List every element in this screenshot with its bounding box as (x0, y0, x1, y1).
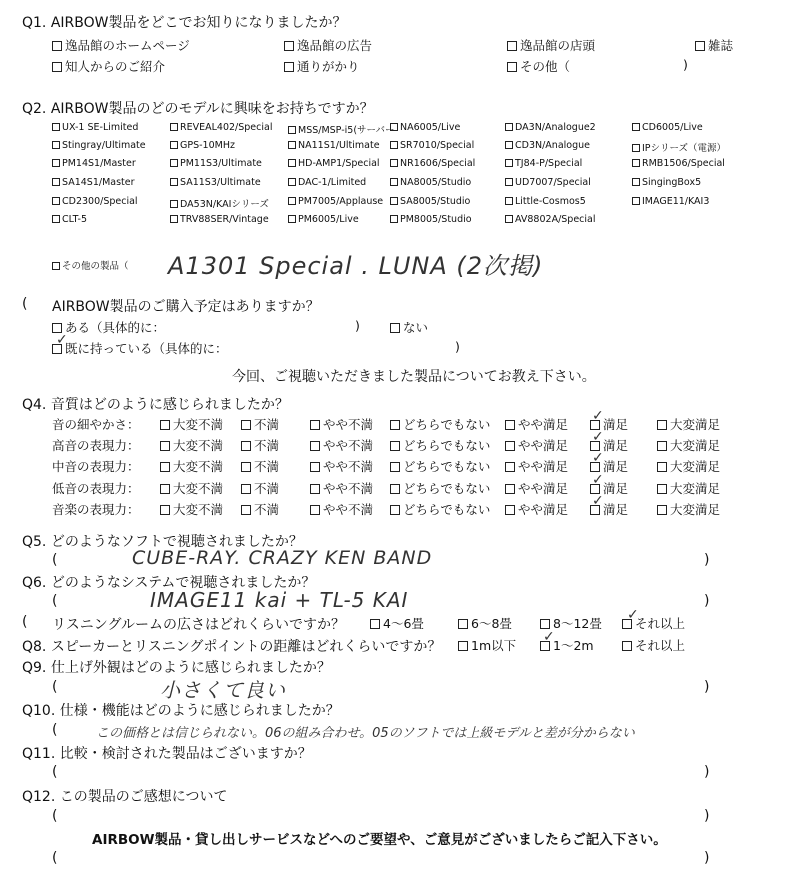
checkbox[interactable] (160, 441, 170, 451)
q2-model-option[interactable] (390, 158, 475, 169)
checkbox[interactable] (170, 200, 178, 208)
q2-model-option[interactable] (52, 177, 135, 188)
checkbox[interactable] (241, 441, 251, 451)
checkbox[interactable] (390, 159, 398, 167)
q2-model-option[interactable] (505, 140, 590, 151)
checkbox[interactable] (390, 178, 398, 186)
checkbox[interactable] (505, 441, 515, 451)
q2-model-label: TJ84-P/Special (515, 158, 583, 169)
q4-rating-label: どちらでもない (403, 481, 491, 496)
q4-row-label: 中音の表現力： (52, 459, 140, 474)
q8-option-under-1m[interactable]: 1m以下 (458, 636, 516, 654)
q8-option-more[interactable]: それ以上 (622, 636, 685, 654)
checkbox[interactable] (505, 197, 513, 205)
q4-rating-label: どちらでもない (403, 417, 491, 432)
q2-model-option[interactable] (288, 196, 383, 207)
q5-close: ) (704, 552, 710, 568)
q4-rating-option[interactable] (160, 415, 223, 433)
q9-close: ) (704, 679, 710, 695)
q1-option-friend[interactable]: 知人からのご紹介 (52, 57, 165, 75)
q2-model-label: IMAGE11/KAI3 (642, 196, 710, 207)
q2-model-option[interactable] (505, 122, 596, 133)
q2-model-option[interactable] (288, 140, 380, 151)
q2-model-label: NA6005/Live (400, 122, 461, 133)
checkbox[interactable] (241, 505, 251, 515)
q7-title: リスニングルームの広さはどれくらいですか？ (52, 617, 346, 633)
q4-rating-label: やや不満 (323, 502, 374, 517)
checkbox[interactable] (288, 141, 296, 149)
q2-model-label: GPS-10MHz (180, 140, 235, 151)
q4-rating-option[interactable] (390, 457, 490, 475)
q4-rating-label: どちらでもない (403, 438, 491, 453)
q6-close: ) (704, 593, 710, 609)
checkbox[interactable] (170, 123, 178, 131)
q4-row-label: 音楽の表現力： (52, 502, 140, 517)
checkbox[interactable] (505, 178, 513, 186)
q3-owned-check-mark: ✓ (56, 332, 68, 348)
q2-option-other[interactable]: その他の製品（ (52, 258, 129, 272)
q4-rating-label: どちらでもない (403, 459, 491, 474)
request-text: AIRBOW製品・貸し出しサービスなどへのご要望や、ご意見がございましたらご記入下さい。 (92, 832, 667, 848)
final-open: ( (52, 850, 58, 866)
q4-rating-label: 不満 (254, 459, 280, 474)
q2-model-option[interactable] (288, 177, 366, 188)
q4-rating-label: 満足 (603, 481, 629, 496)
q4-rating-label: 不満 (254, 438, 280, 453)
q4-row-label: 低音の表現力： (52, 481, 140, 496)
q1-option-homepage[interactable]: 逸品館のホームページ (52, 36, 190, 54)
q2-model-label: SA11S3/Ultimate (180, 177, 261, 188)
q3-number: ( (22, 296, 28, 312)
final-close: ) (704, 850, 710, 866)
q4-rating-label: やや満足 (518, 417, 569, 432)
q4-rating-label: やや不満 (323, 459, 374, 474)
q4-rating-label: やや満足 (518, 438, 569, 453)
checkbox[interactable] (390, 441, 400, 451)
q7-number: ( (22, 614, 28, 630)
checkbox[interactable] (505, 141, 513, 149)
q4-rating-option[interactable] (310, 415, 373, 433)
q10-open: ( (52, 722, 58, 738)
checkbox[interactable] (160, 462, 170, 472)
q1-other-close: ) (683, 57, 688, 72)
q6-title: Q6. どのようなシステムで視聴されましたか？ (22, 575, 316, 591)
q7-option-more[interactable]: それ以上 (622, 614, 685, 632)
q4-rating-label: 不満 (254, 481, 280, 496)
q4-rating-option[interactable] (241, 479, 279, 497)
q4-rating-option[interactable] (310, 500, 373, 518)
q6-open: ( (52, 593, 58, 609)
checkbox[interactable] (632, 197, 640, 205)
checkbox[interactable] (632, 178, 640, 186)
q4-row-label: 高音の表現力： (52, 438, 140, 453)
q2-model-label: NA11S1/Ultimate (298, 140, 380, 151)
q2-model-option[interactable] (170, 122, 272, 133)
q8-check-mark: ✓ (543, 629, 555, 645)
q2-model-label: REVEAL402/Special (180, 122, 273, 133)
q2-model-label: PM7005/Applause (298, 196, 384, 207)
q2-model-label: NA8005/Studio (400, 177, 472, 188)
checkbox[interactable] (310, 462, 320, 472)
q2-model-option[interactable] (390, 122, 460, 133)
q4-title: Q4. 音質はどのように感じられましたか？ (22, 397, 289, 413)
checkbox[interactable] (160, 505, 170, 515)
q2-model-label: RMB1506/Special (642, 158, 725, 169)
q2-model-label: Stingray/Ultimate (62, 140, 146, 151)
q4-check-mark: ✓ (592, 493, 604, 509)
q4-rating-option[interactable] (241, 436, 279, 454)
q4-rating-option[interactable] (657, 479, 720, 497)
q4-rating-label: 大変不満 (173, 438, 224, 453)
checkbox[interactable] (160, 420, 170, 430)
checkbox[interactable] (310, 441, 320, 451)
q4-rating-label: 大変不満 (173, 481, 224, 496)
checkbox[interactable] (288, 126, 296, 134)
checkbox[interactable] (52, 178, 60, 186)
checkbox[interactable] (390, 141, 398, 149)
q12-title: Q12. この製品のご感想について (22, 789, 228, 805)
q4-rating-option[interactable] (390, 436, 490, 454)
q4-rating-option[interactable] (310, 457, 373, 475)
q4-rating-option[interactable] (657, 457, 720, 475)
checkbox[interactable] (505, 484, 515, 494)
q2-model-option[interactable] (170, 140, 235, 151)
q4-row-label: 音の細やかさ： (52, 417, 140, 432)
q1-option-store[interactable]: 逸品館の店頭 (507, 36, 595, 54)
checkbox[interactable] (241, 420, 251, 430)
q4-rating-option[interactable] (160, 500, 223, 518)
checkbox[interactable] (241, 484, 251, 494)
q4-rating-option[interactable] (310, 479, 373, 497)
q4-rating-label: 満足 (603, 502, 629, 517)
q2-model-option[interactable] (170, 214, 269, 225)
q4-rating-option[interactable] (310, 436, 373, 454)
q4-rating-label: やや満足 (518, 502, 569, 517)
q2-model-option[interactable] (288, 214, 359, 225)
checkbox[interactable] (52, 159, 60, 167)
checkbox[interactable] (657, 420, 667, 430)
checkbox[interactable] (390, 505, 400, 515)
q7-check-mark: ✓ (627, 607, 639, 623)
q4-check-mark: ✓ (592, 429, 604, 445)
q4-rating-option[interactable] (657, 436, 720, 454)
q2-model-option[interactable] (632, 158, 725, 169)
q2-model-option[interactable] (632, 177, 701, 188)
q6-answer[interactable]: IMAGE11 kai + TL-5 KAI (150, 588, 409, 612)
q1-option-other[interactable]: その他（ (507, 57, 570, 75)
q4-rating-label: やや不満 (323, 438, 374, 453)
q2-model-option[interactable] (390, 177, 471, 188)
q2-model-label: DAC-1/Limited (298, 177, 367, 188)
q3-planned-close: ) (355, 318, 360, 333)
checkbox[interactable] (505, 420, 515, 430)
q4-rating-label: 大変不満 (173, 502, 224, 517)
checkbox[interactable] (288, 215, 296, 223)
checkbox[interactable] (170, 178, 178, 186)
q8-title: Q8. スピーカーとリスニングポイントの距離はどれくらいですか？ (22, 639, 442, 655)
q11-title: Q11. 比較・検討された製品はございますか？ (22, 746, 312, 762)
checkbox[interactable] (505, 215, 513, 223)
checkbox[interactable] (390, 420, 400, 430)
q12-open: ( (52, 808, 58, 824)
checkbox[interactable] (310, 420, 320, 430)
q4-rating-label: 大変満足 (670, 438, 721, 453)
checkbox[interactable] (241, 462, 251, 472)
checkbox[interactable] (52, 215, 60, 223)
q3-option-owned[interactable]: 既に持っている（具体的に： (52, 339, 228, 357)
q2-model-label: Little-Cosmos5 (515, 196, 586, 207)
q4-rating-label: 大変満足 (670, 481, 721, 496)
q2-model-option[interactable] (505, 177, 591, 188)
q2-model-label: NR1606/Special (400, 158, 476, 169)
q7-option-8-12[interactable]: 8～12畳 (540, 614, 602, 632)
q2-model-label: TRV88SER/Vintage (180, 214, 269, 225)
checkbox[interactable] (310, 505, 320, 515)
q2-model-label: PM14S1/Master (62, 158, 136, 169)
q4-rating-label: 満足 (603, 438, 629, 453)
q5-answer[interactable]: CUBE-RAY. CRAZY KEN BAND (132, 547, 433, 569)
q2-model-option[interactable] (505, 158, 582, 169)
q2-model-label: SingingBox5 (642, 177, 702, 188)
q9-open: ( (52, 679, 58, 695)
q2-model-label: CD6005/Live (642, 122, 703, 133)
checkbox[interactable] (288, 159, 296, 167)
q4-rating-option[interactable] (160, 457, 223, 475)
q3-option-planned[interactable]: ある（具体的に： (52, 318, 165, 336)
q4-rating-label: 大変満足 (670, 417, 721, 432)
checkbox[interactable] (160, 484, 170, 494)
checkbox[interactable] (632, 123, 640, 131)
checkbox[interactable] (390, 484, 400, 494)
q4-rating-option[interactable] (160, 436, 223, 454)
q4-rating-label: やや不満 (323, 481, 374, 496)
q9-answer[interactable]: 小さくて良い (160, 678, 286, 702)
checkbox[interactable] (390, 215, 398, 223)
q7-option-6-8[interactable]: 6～8畳 (458, 614, 512, 632)
checkbox[interactable] (170, 215, 178, 223)
q3-title: AIRBOW製品のご購入予定はありますか？ (52, 299, 320, 315)
q4-rating-option[interactable] (657, 415, 720, 433)
checkbox[interactable] (170, 141, 178, 149)
q2-model-label: PM6005/Live (298, 214, 359, 225)
q2-model-option[interactable] (288, 122, 395, 136)
checkbox[interactable] (390, 462, 400, 472)
q1-option-passing[interactable]: 通りがかり (284, 57, 360, 75)
q2-model-option[interactable] (505, 196, 586, 207)
q4-rating-option[interactable] (241, 500, 279, 518)
q4-rating-label: 満足 (603, 459, 629, 474)
q10-answer[interactable]: この価格とは信じられない。06の組み合わせ。05のソフトでは上級モデルと差が分からない (96, 726, 635, 741)
q4-rating-label: 不満 (254, 502, 280, 517)
checkbox[interactable] (632, 144, 640, 152)
checkbox[interactable] (288, 197, 296, 205)
q2-model-option[interactable] (288, 158, 380, 169)
q4-rating-option[interactable] (241, 457, 279, 475)
q2-model-option[interactable] (390, 196, 470, 207)
q4-check-mark: ✓ (592, 408, 604, 424)
q4-rating-label: 大変不満 (173, 459, 224, 474)
q11-open: ( (52, 764, 58, 780)
q2-model-option[interactable] (52, 158, 136, 169)
q2-model-label: IPシリーズ（電源） (642, 143, 727, 154)
q4-rating-option[interactable] (160, 479, 223, 497)
q4-rating-option[interactable] (390, 415, 490, 433)
checkbox[interactable] (310, 484, 320, 494)
q2-model-label: PM8005/Studio (400, 214, 472, 225)
checkbox[interactable] (632, 159, 640, 167)
q4-rating-label: 不満 (254, 417, 280, 432)
intro-text: 今回、ご視聴いただきました製品についてお教え下さい。 (232, 369, 596, 385)
q10-title: Q10. 仕様・機能はどのように感じられましたか？ (22, 703, 340, 719)
q4-rating-label: やや不満 (323, 417, 374, 432)
checkbox[interactable] (288, 178, 296, 186)
q4-rating-label: やや満足 (518, 459, 569, 474)
q4-rating-label: 大変満足 (670, 459, 721, 474)
q2-model-option[interactable] (170, 196, 269, 210)
q2-model-label: HD-AMP1/Special (298, 158, 380, 169)
checkbox[interactable] (52, 197, 60, 205)
q4-rating-label: 大変不満 (173, 417, 224, 432)
q2-model-option[interactable] (505, 214, 596, 225)
q2-model-option[interactable] (52, 196, 138, 207)
q2-model-option[interactable] (52, 214, 87, 225)
checkbox[interactable] (170, 159, 178, 167)
q2-model-label: DA53N/KAIシリーズ (180, 199, 269, 210)
q4-rating-label: どちらでもない (403, 502, 491, 517)
checkbox[interactable] (505, 123, 513, 131)
q3-option-none[interactable]: ない (390, 318, 428, 336)
q2-model-label: PM11S3/Ultimate (180, 158, 262, 169)
checkbox[interactable] (390, 123, 398, 131)
q2-model-option[interactable] (632, 122, 703, 133)
q4-rating-option[interactable] (505, 500, 568, 518)
q2-model-option[interactable] (390, 214, 472, 225)
q5-open: ( (52, 552, 58, 568)
q4-rating-option[interactable] (657, 500, 720, 518)
q2-model-label: SR7010/Special (400, 140, 475, 151)
q2-model-option[interactable] (52, 122, 138, 133)
q2-model-label: CD2300/Special (62, 196, 138, 207)
q2-model-option[interactable] (170, 158, 262, 169)
q4-rating-option[interactable] (505, 415, 568, 433)
q1-option-magazine[interactable]: 雑誌 (695, 36, 733, 54)
q4-rating-label: 大変満足 (670, 502, 721, 517)
checkbox[interactable] (657, 505, 667, 515)
checkbox[interactable] (505, 159, 513, 167)
q2-model-label: SA8005/Studio (400, 196, 471, 207)
q2-model-label: MSS/MSP-i5(サーバー (298, 125, 395, 136)
checkbox[interactable] (657, 441, 667, 451)
checkbox[interactable] (657, 462, 667, 472)
q2-model-option[interactable] (390, 140, 474, 151)
q9-title: Q9. 仕上げ外観はどのように感じられましたか？ (22, 660, 331, 676)
q4-rating-label: やや満足 (518, 481, 569, 496)
q2-model-label: UD7007/Special (515, 177, 591, 188)
q4-rating-label: 満足 (603, 417, 629, 432)
q3-owned-close: ) (455, 339, 460, 354)
q2-title: Q2. AIRBOW製品のどのモデルに興味をお持ちですか？ (22, 101, 374, 117)
q2-other-answer[interactable]: A1301 Special . LUNA (2次掲) (168, 252, 544, 280)
q4-check-mark: ✓ (592, 472, 604, 488)
q11-close: ) (704, 764, 710, 780)
q1-option-ad[interactable]: 逸品館の広告 (284, 36, 372, 54)
q2-model-option[interactable] (170, 177, 261, 188)
q4-rating-option[interactable] (390, 500, 490, 518)
q4-check-mark: ✓ (592, 450, 604, 466)
q2-model-label: CLT-5 (62, 214, 88, 225)
q4-rating-option[interactable] (505, 436, 568, 454)
q4-rating-option[interactable] (241, 415, 279, 433)
checkbox[interactable] (52, 123, 60, 131)
checkbox[interactable] (657, 484, 667, 494)
q4-rating-option[interactable] (505, 479, 568, 497)
checkbox[interactable] (390, 197, 398, 205)
q2-model-option[interactable] (52, 140, 146, 151)
q2-model-option[interactable] (632, 140, 726, 154)
checkbox[interactable] (52, 141, 60, 149)
q4-rating-option[interactable] (505, 457, 568, 475)
q5-title: Q5. どのようなソフトで視聴されましたか？ (22, 534, 303, 550)
q2-model-label: SA14S1/Master (62, 177, 135, 188)
checkbox[interactable] (505, 462, 515, 472)
q2-model-label: UX-1 SE-Limited (62, 122, 139, 133)
q2-model-label: CD3N/Analogue (515, 140, 590, 151)
checkbox[interactable] (505, 505, 515, 515)
q8-option-1-2m[interactable]: 1～2m (540, 636, 594, 654)
q4-rating-option[interactable] (390, 479, 490, 497)
q2-model-label: AV8802A/Special (515, 214, 596, 225)
q1-title: Q1. AIRBOW製品をどこでお知りになりましたか？ (22, 15, 347, 31)
q12-close: ) (704, 808, 710, 824)
q2-model-option[interactable] (632, 196, 709, 207)
q2-model-label: DA3N/Analogue2 (515, 122, 596, 133)
q7-option-4-6[interactable]: 4～6畳 (370, 614, 424, 632)
